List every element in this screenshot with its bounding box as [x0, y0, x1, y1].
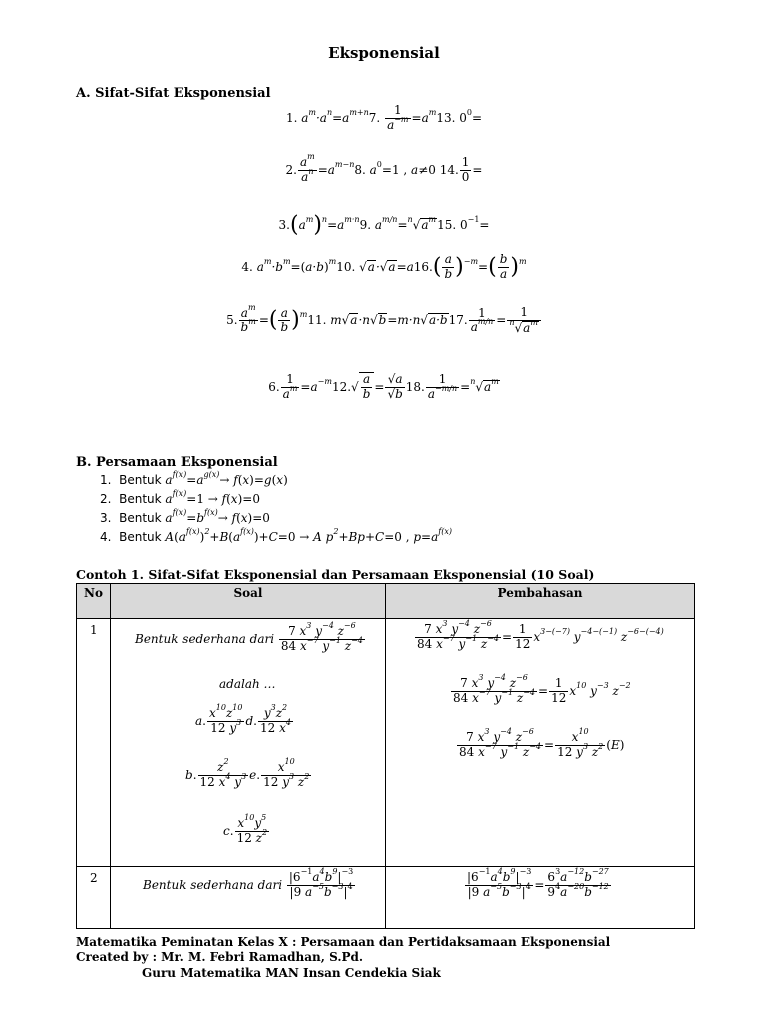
property-row-4: 4. $a^m\cdot b^m=(a\cdot b)^m10$. √a·√a=a16.( $\frac{a}{b}$ )$^{-m}$=( $\frac{b}{a}$ )$^m$ — [241, 252, 527, 281]
header-pembahasan: Pembahasan — [386, 584, 695, 619]
page-title: Eksponensial — [328, 44, 440, 62]
bentuk-label: Bentuk — [119, 473, 162, 487]
footer-course: Matematika Peminatan Kelas X : Persamaan dan Pertidaksamaan Eksponensial — [76, 935, 611, 949]
property-row-6: 6. $\frac{1}{a^m}$ $=a^{-m}12.√$ $\frac{a}{b}$ = $\frac{√a}{√b}$ 18. $\frac{1}{a^{-m/n}}$ $=^n√a^m$ — [268, 372, 499, 401]
bentuk-no: 1. — [100, 473, 112, 487]
table-row — [77, 867, 695, 929]
table-header-row — [77, 584, 695, 619]
soal-expression: Bentuk sederhana dari $\frac{7 x^3 y^{-4} z^{-6}}{84 x^{-7} y^{-1} z^{-4}}$ — [135, 621, 363, 653]
bentuk-no: 4. — [100, 530, 112, 544]
row-number: 2 — [77, 867, 111, 929]
footer-affiliation: Guru Matematika MAN Insan Cendekia Siak — [142, 966, 441, 980]
table-row — [77, 619, 695, 867]
header-soal: Soal — [111, 584, 386, 619]
section-b-heading: B. Persamaan Eksponensial — [76, 455, 278, 470]
option-b-e: b. $\frac{z^2}{12 x^4 y^3}$ e. $\frac{x^{10}}{12 y^3 z^2}$ — [185, 757, 310, 789]
bentuk-item-4: 4. Bentuk $A(a^{f(x)})^2+B(a^{f(x)})+C=0 \to A$ $p^2+Bp+C=0$ , $p=a^{f(x)}$ — [100, 527, 452, 544]
solution-step-1: $\frac{7 x^3 y^{-4} z^{-6}}{84 x^{-7} y^{-1} z^{-4}}$ = $\frac{1}{12}$ $x^{3-(-7)}$ $y^{-4-(-1)}$ $z^{-6-(-4)}$ — [417, 619, 664, 651]
property-row-5: 5. $\frac{a^m}{b^m}$ =( $\frac{a}{b}$ )$^m$11. m√a·n√b=m·n√a·b17. $\frac{1}{a^{m/n}}$ = $\frac{1}{^n√a^m}$ — [0, 306, 768, 336]
row-number: 1 — [77, 619, 111, 867]
soal-prompt: Bentuk sederhana dari — [143, 877, 283, 892]
bentuk-label: Bentuk — [119, 492, 162, 506]
example-title: Contoh 1. Sifat-Sifat Eksponensial dan Persamaan Eksponensial (10 Soal) — [76, 567, 595, 582]
soal-cell — [111, 867, 386, 929]
property-row-2: 2. $\frac{a^m}{a^n}$ $=a^{m-n}8$. $a^0=1$ , a≠0 14. $\frac{1}{0}$ = — [285, 152, 483, 184]
bentuk-item-3: 3. Bentuk $a^{f(x)}=b^{f(x)}\to f(x)=0$ — [100, 508, 270, 525]
solution-step-3: $\frac{7 x^3 y^{-4} z^{-6}}{84 x^{-7} y^{-1} z^{-4}}$ = $\frac{x^{10}}{12 y^3 z^2}$ (E) — [459, 727, 625, 759]
bentuk-label: Bentuk — [119, 511, 162, 525]
example-table — [76, 583, 695, 929]
solution-step-2: $\frac{7 x^3 y^{-4} z^{-6}}{84 x^{-7} y^{-1} z^{-4}}$ = $\frac{1}{12}$ $x^{10}$ $y^{-3}$ $z^{-2}$ — [453, 673, 631, 705]
section-a-heading: A. Sifat-Sifat Eksponensial — [76, 86, 271, 101]
bentuk-no: 3. — [100, 511, 112, 525]
bentuk-item-1: 1. Bentuk $a^{f(x)}=a^{g(x)}\to f(x)=g(x)$ — [100, 470, 288, 487]
soal-cell — [111, 619, 386, 867]
option-a-d: a. $\frac{x^{10}z^{10}}{12 y^3}$ d. $\frac{y^3z^2}{12 x^4}$ — [195, 703, 291, 735]
option-c: c. $\frac{x^{10}y^5}{12 z^2}$ — [223, 813, 268, 845]
solution-step-1: $\frac{|6^{-1}a^4b^9|^{-3}}{|9 a^{-5}b^{-3}|^4}$ = $\frac{6^3a^{-12}b^{-27}}{9^4a^{-20}b^{-12}}$ — [467, 867, 609, 899]
pembahasan-cell — [386, 619, 695, 867]
bentuk-item-2: 2. Bentuk $a^{f(x)}=1 \to f(x)=0$ — [100, 489, 260, 506]
bentuk-no: 2. — [100, 492, 112, 506]
footer-author: Created by : Mr. M. Febri Ramadhan, S.Pd. — [76, 950, 364, 964]
property-row-3: $3.(a^m)^n=a^{m\cdot n}9$. $a^{m/n}=^n√a^m15$. $0^{-1}=$ — [278, 212, 490, 237]
soal-expression: Bentuk sederhana dari $\frac{|6^{-1}a^4b^9|^{-3}}{|9 a^{-5}b^{-3}|^4}$ — [143, 867, 354, 899]
pembahasan-cell — [386, 867, 695, 929]
bentuk-label: Bentuk — [119, 530, 162, 544]
soal-adalah: adalah … — [219, 677, 276, 691]
property-row-1: 1. $a^m\cdot a^n=a^{m+n}7$. $\frac{1}{a^{-m}}$ $=a^m13$. $0^0=$ — [285, 103, 483, 132]
soal-prompt: Bentuk sederhana dari — [135, 631, 275, 646]
header-no: No — [77, 584, 111, 619]
